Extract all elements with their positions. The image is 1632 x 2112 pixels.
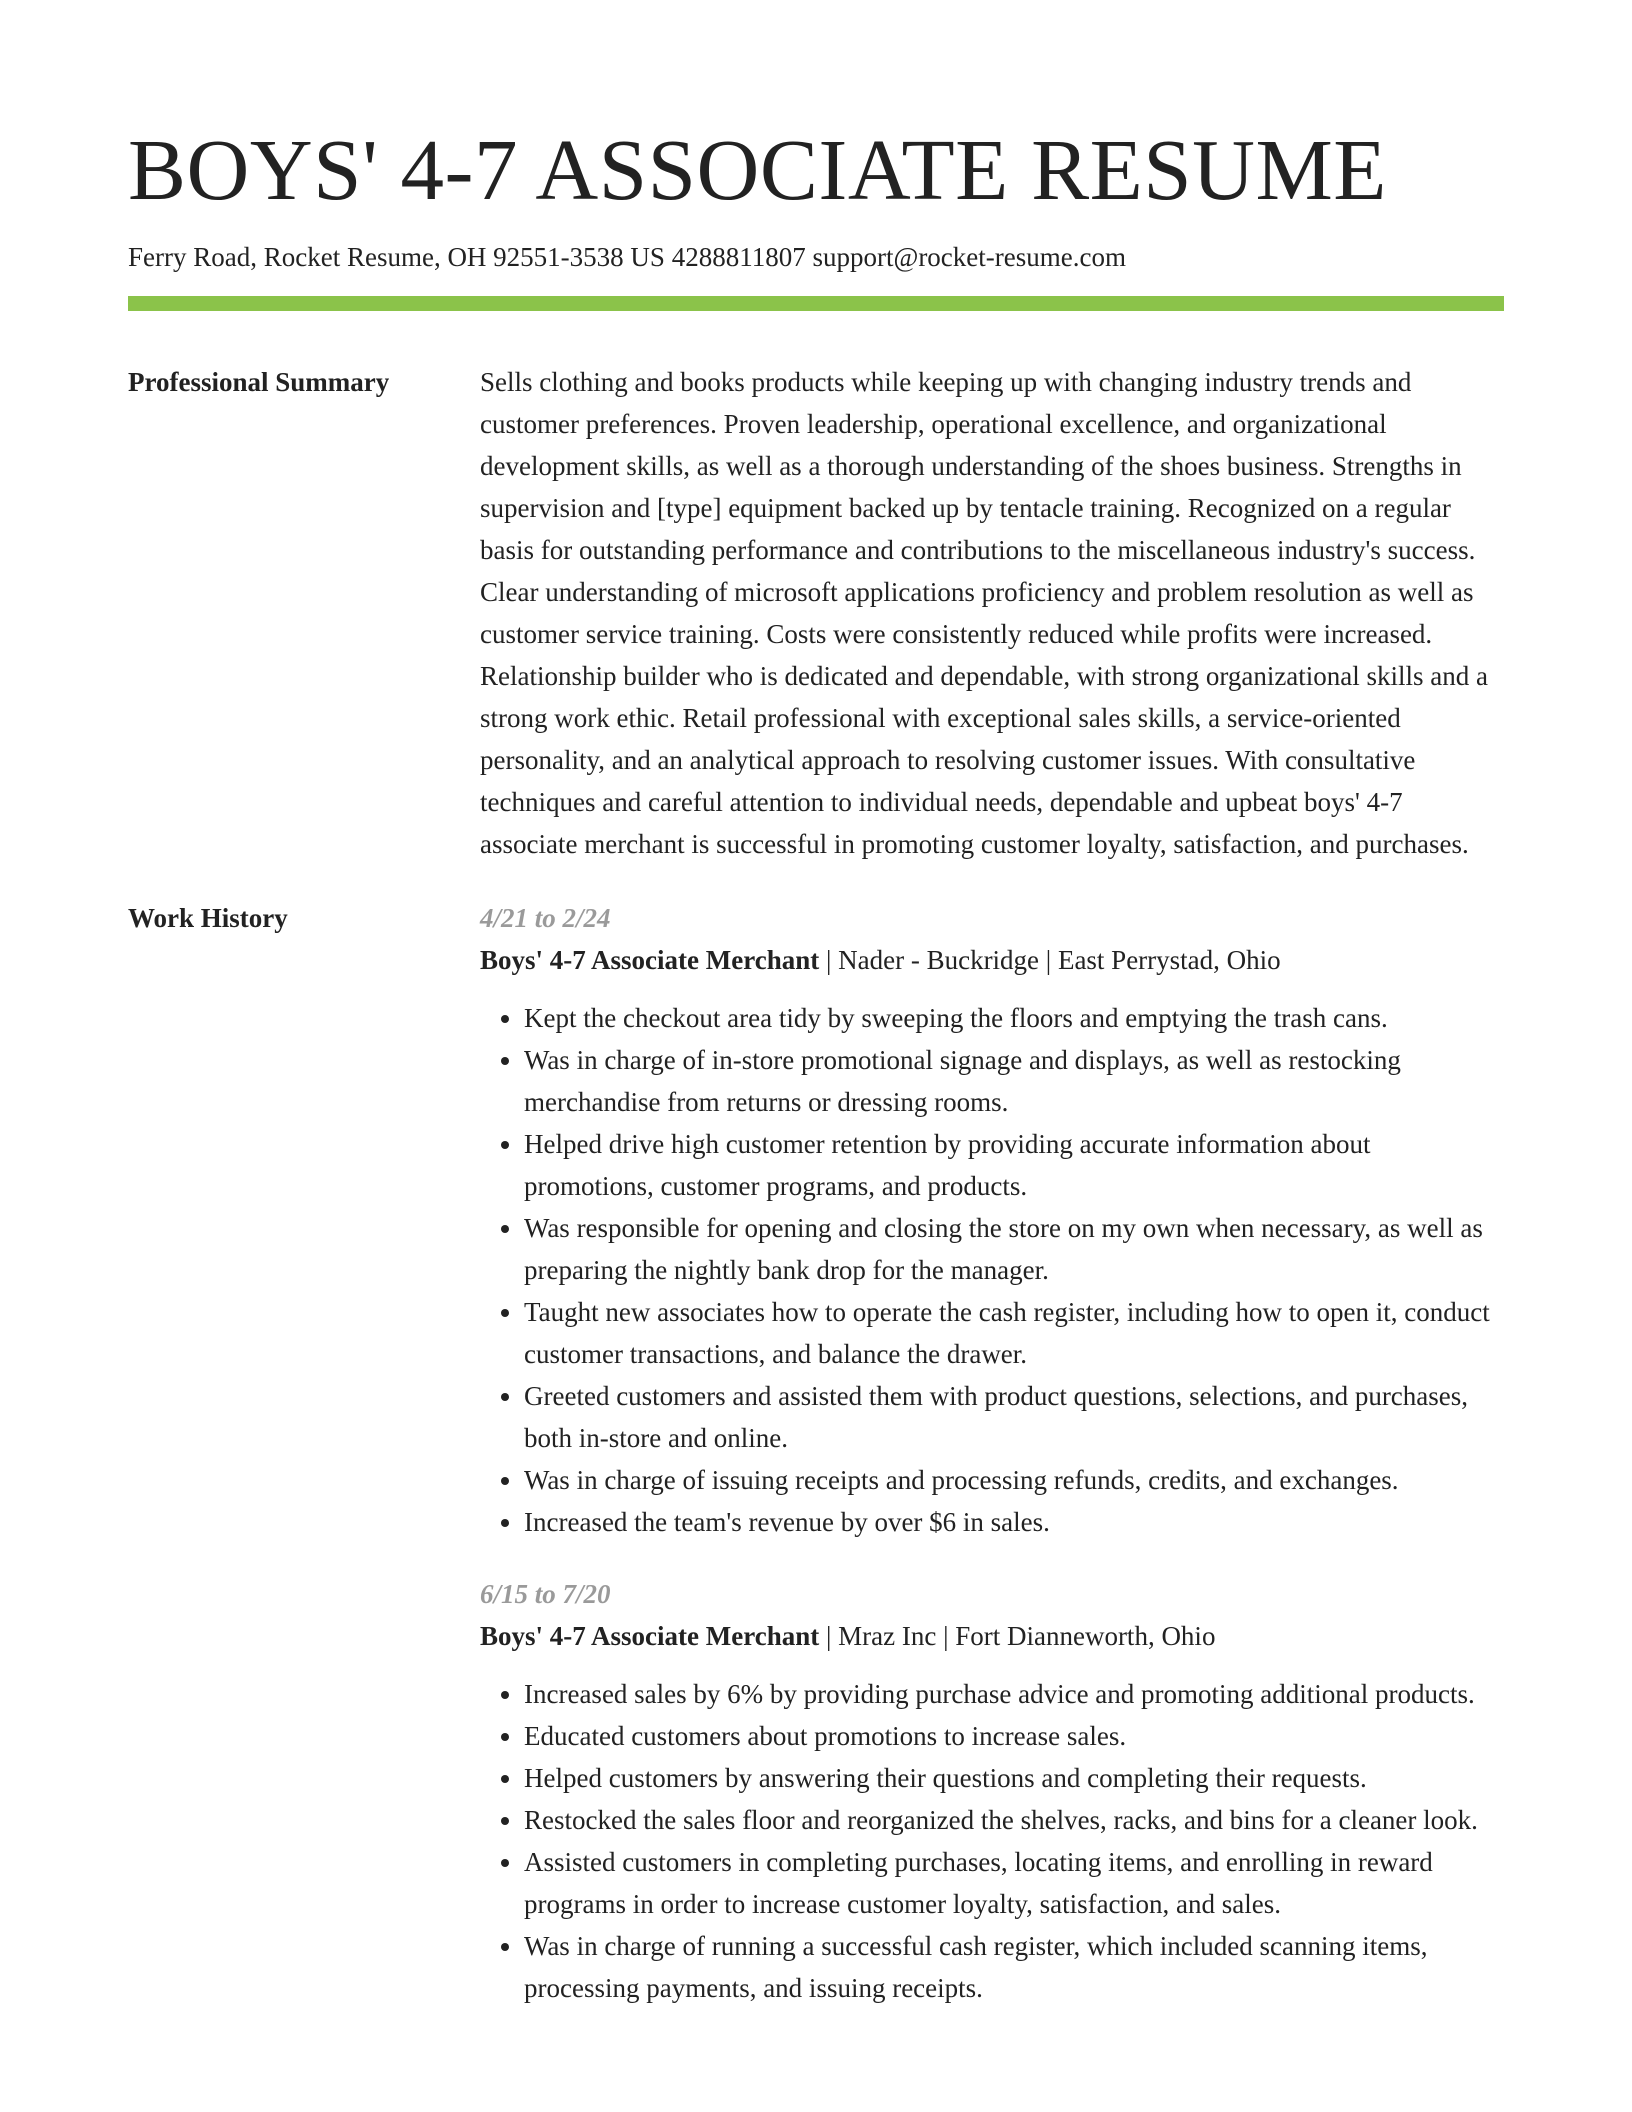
job-heading	[480, 1615, 1504, 1657]
job-bullet: • Helped drive high customer retention by providing accurate information about promotions, customer programs, and products.	[524, 1123, 1504, 1207]
job-entry	[480, 1573, 1504, 2009]
job-bullet-list	[480, 1673, 1504, 2009]
job-bullet-list	[480, 997, 1504, 1543]
job-bullet: • Increased the team's revenue by over $6 in sales.	[524, 1501, 1504, 1543]
professional-summary-section	[128, 361, 1504, 865]
job-bullet: • Educated customers about promotions to increase sales.	[524, 1715, 1504, 1757]
job-bullet: • Was in charge of in-store promotional signage and displays, as well as restocking merchandise from returns or dressing rooms.	[524, 1039, 1504, 1123]
job-bullet: • Was responsible for opening and closing the store on my own when necessary, as well as preparing the nightly bank drop for the manager.	[524, 1207, 1504, 1291]
job-details: | Nader - Buckridge | East Perrystad, Ohio	[819, 945, 1281, 975]
job-dates: 6/15 to 7/20	[480, 1579, 611, 1609]
job-bullet: • Taught new associates how to operate the cash register, including how to open it, conduct customer transactions, and balance the drawer.	[524, 1291, 1504, 1375]
job-bullet: • Was in charge of running a successful cash register, which included scanning items, processing payments, and issuing receipts.	[524, 1925, 1504, 2009]
job-details: | Mraz Inc | Fort Dianneworth, Ohio	[819, 1621, 1216, 1651]
job-bullet: • Assisted customers in completing purchases, locating items, and enrolling in reward programs in order to increase customer loyalty, satisfaction, and sales.	[524, 1841, 1504, 1925]
summary-body	[480, 361, 1504, 865]
section-label-work-history: Work History	[128, 903, 288, 933]
job-bullet: • Helped customers by answering their questions and completing their requests.	[524, 1757, 1504, 1799]
summary-text: Sells clothing and books products while keeping up with changing industry trends and customer preferences. Proven leadership, operational excellence, and organizational development skills, as well as a thorough understanding of the shoes business. Strengths in supervision and [type] equipment backed up by tentacle training. Recognized on a regular basis for outstanding performance and contributions to the miscellaneous industry's success. Clear understanding of microsoft applications proficiency and problem resolution as well as customer service training. Costs were consistently reduced while profits were increased. Relationship builder who is dedicated and dependable, with strong organizational skills and a strong work ethic. Retail professional with exceptional sales skills, a service-oriented personality, and an analytical approach to resolving customer issues. With consultative techniques and careful attention to individual needs, dependable and upbeat boys' 4-7 associate merchant is successful in promoting customer loyalty, satisfaction, and purchases.	[480, 367, 1489, 859]
job-heading	[480, 939, 1504, 981]
contact-phone: 4288811807	[671, 242, 813, 272]
work-history-section	[128, 897, 1504, 2009]
job-bullet: • Greeted customers and assisted them with product questions, selections, and purchases, both in-store and online.	[524, 1375, 1504, 1459]
job-dates: 4/21 to 2/24	[480, 903, 611, 933]
section-label-summary: Professional Summary	[128, 367, 390, 397]
job-bullet: • Increased sales by 6% by providing purchase advice and promoting additional products.	[524, 1673, 1504, 1715]
header-divider	[128, 296, 1504, 311]
job-title: Boys' 4-7 Associate Merchant	[480, 945, 820, 975]
contact-address: Ferry Road, Rocket Resume, OH 92551-3538 US	[128, 242, 672, 272]
job-bullet: • Restocked the sales floor and reorganized the shelves, racks, and bins for a cleaner look.	[524, 1799, 1504, 1841]
contact-email: support@rocket-resume.com	[812, 242, 1126, 272]
contact-line	[128, 240, 1504, 274]
resume-page	[128, 0, 1504, 2009]
work-history-body	[480, 897, 1504, 2009]
job-title: Boys' 4-7 Associate Merchant	[480, 1621, 820, 1651]
job-bullet: • Kept the checkout area tidy by sweeping the floors and emptying the trash cans.	[524, 997, 1504, 1039]
job-entry	[480, 897, 1504, 1543]
resume-title: BOYS' 4-7 ASSOCIATE RESUME	[128, 121, 1387, 218]
job-bullet: • Was in charge of issuing receipts and processing refunds, credits, and exchanges.	[524, 1459, 1504, 1501]
